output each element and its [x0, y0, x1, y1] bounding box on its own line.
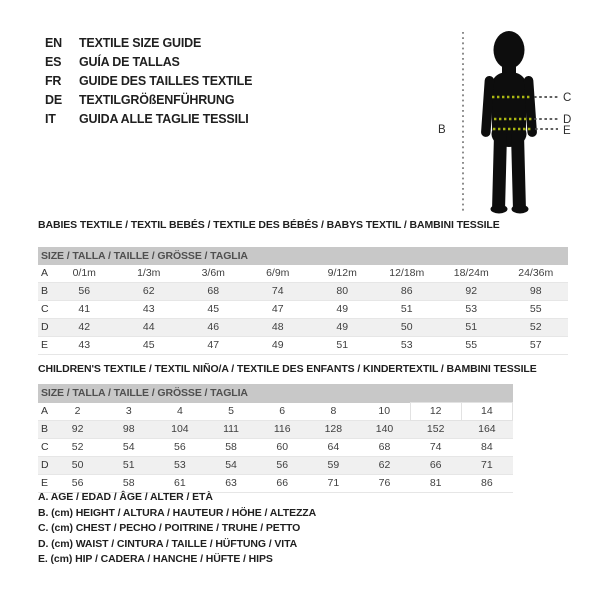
language-guide-label: TEXTILGRÖßENFÜHRUNG [79, 93, 235, 107]
table-cell: 52 [71, 441, 84, 453]
table-cell: 98 [103, 421, 154, 439]
table-row [38, 319, 568, 337]
legend-item: B. (cm) HEIGHT / ALTURA / HAUTEUR / HÖHE / ALTEZZA [38, 506, 317, 519]
table-cell: 63 [225, 477, 237, 489]
children-section-title: CHILDREN'S TEXTILE / TEXTIL NIÑO/A / TEXTILE DES ENFANTS / KINDERTEXTIL / BAMBINI TESSILE [38, 363, 537, 375]
table-cell: 3 [125, 404, 132, 417]
table-cell: 18/24m [453, 267, 489, 279]
table-cell: 61 [174, 477, 186, 489]
table-row [38, 265, 568, 283]
table-header-bar: SIZE / TALLA / TAILLE / GRÖSSE / TAGLIA [38, 384, 513, 403]
table-cell: 51 [439, 319, 504, 337]
table-cell: 47 [271, 303, 284, 315]
table-cell: 74 [246, 283, 311, 301]
table-cell: 76 [378, 477, 391, 489]
table-cell: 0/1m [72, 267, 96, 279]
table-cell: 24/36m [518, 267, 554, 279]
table-cell: 48 [246, 319, 311, 337]
table-cell: 55 [465, 339, 478, 351]
table-cell: 51 [103, 457, 154, 475]
table-cell: 4 [176, 404, 183, 417]
table-cell: 47 [207, 339, 220, 351]
table-cell: 56 [71, 477, 84, 489]
table-cell: 56 [257, 457, 308, 475]
row-label: C [41, 303, 49, 315]
table-row [38, 457, 513, 475]
table-cell: 43 [78, 339, 91, 351]
table-cell: 81 [429, 477, 442, 489]
table-row [38, 301, 568, 319]
table-cell: 5 [228, 404, 234, 417]
table-cell: 92 [439, 283, 504, 301]
table-cell: 49 [271, 339, 284, 351]
row-label: E [41, 339, 49, 351]
table-cell: 41 [78, 303, 91, 315]
table-cell: 62 [359, 457, 410, 475]
row-label: D [38, 319, 52, 337]
table-cell: 80 [310, 283, 375, 301]
measure-legend [38, 490, 316, 568]
table-cell: 49 [310, 319, 375, 337]
table-cell: 2 [74, 404, 81, 417]
table-cell: 3/6m [201, 267, 225, 279]
row-label: C [41, 441, 49, 453]
measure-label-d: D [563, 114, 572, 126]
table-cell: 8 [330, 404, 337, 417]
language-guide-label: GUÍA DE TALLAS [79, 55, 180, 69]
table-cell: 164 [461, 421, 512, 439]
legend-item: A. AGE / EDAD / ÂGE / ALTER / ETÀ [38, 491, 213, 503]
language-guide-list [45, 34, 252, 129]
legend-item: E. (cm) HIP / CADERA / HANCHE / HÜFTE / HIPS [38, 553, 273, 565]
table-cell: 49 [336, 303, 349, 315]
table-cell: 71 [461, 457, 512, 475]
table-cell: 104 [154, 421, 205, 439]
table-cell: 74 [429, 441, 442, 453]
measure-label-b: B [438, 124, 446, 136]
table-cell: 6 [279, 404, 286, 417]
row-label: D [38, 457, 52, 475]
legend-item: D. (cm) WAIST / CINTURA / TAILLE / HÜFTUNG / VITA [38, 537, 298, 550]
table-row [38, 439, 513, 457]
table-cell: 45 [207, 303, 220, 315]
table-cell: 84 [481, 441, 493, 453]
table-row [38, 337, 568, 355]
measure-label-e: E [563, 125, 571, 137]
table-cell: 12 [410, 403, 461, 421]
row-label: B [38, 283, 52, 301]
table-cell: 6/9m [266, 267, 290, 279]
language-guide-label: GUIDE DES TAILLES TEXTILE [79, 74, 253, 88]
table-cell: 86 [375, 283, 440, 301]
children-size-table [38, 384, 513, 493]
table-cell: 116 [257, 421, 308, 439]
babies-size-table [38, 247, 568, 355]
table-cell: 1/3m [137, 267, 161, 279]
table-cell: 56 [52, 283, 117, 301]
table-cell: 58 [122, 477, 135, 489]
table-cell: 10 [378, 404, 391, 417]
table-cell: 51 [336, 339, 349, 351]
language-code: EN [45, 36, 62, 50]
table-cell: 9/12m [327, 267, 357, 279]
table-cell: 56 [174, 441, 186, 453]
table-cell: 140 [359, 421, 410, 439]
row-label: A [41, 404, 49, 417]
table-header-bar: SIZE / TALLA / TAILLE / GRÖSSE / TAGLIA [38, 247, 568, 265]
table-cell: 128 [308, 421, 359, 439]
table-cell: 71 [327, 477, 340, 489]
table-row [38, 403, 513, 421]
table-cell: 60 [276, 441, 289, 453]
language-code: DE [45, 93, 62, 107]
table-cell: 14 [461, 403, 512, 421]
table-cell: 12/18m [389, 267, 425, 279]
table-cell: 64 [327, 441, 340, 453]
table-cell: 66 [276, 477, 289, 489]
language-guide-label: TEXTILE SIZE GUIDE [79, 36, 202, 50]
language-guide-label: GUIDA ALLE TAGLIE TESSILI [79, 112, 249, 126]
table-cell: 54 [205, 457, 256, 475]
table-cell: 53 [465, 303, 478, 315]
table-cell: 55 [529, 303, 542, 315]
table-cell: 53 [154, 457, 205, 475]
table-cell: 68 [181, 283, 246, 301]
language-code: ES [45, 55, 62, 69]
measure-label-c: C [563, 92, 572, 104]
babies-section-title: BABIES TEXTILE / TEXTIL BEBÉS / TEXTILE DES BÉBÉS / BABYS TEXTIL / BAMBINI TESSILE [38, 219, 500, 231]
table-cell: 57 [529, 339, 542, 351]
table-cell: 62 [117, 283, 182, 301]
table-cell: 43 [142, 303, 155, 315]
row-label: A [41, 267, 49, 279]
table-cell: 54 [122, 441, 135, 453]
table-cell: 66 [410, 457, 461, 475]
table-cell: 53 [400, 339, 413, 351]
table-cell: 92 [52, 421, 103, 439]
child-figure-diagram [428, 12, 588, 227]
table-cell: 98 [504, 283, 569, 301]
child-silhouette-icon [481, 31, 537, 214]
table-cell: 42 [52, 319, 117, 337]
table-cell: 68 [378, 441, 391, 453]
row-label: E [41, 477, 49, 489]
row-label: B [38, 421, 52, 439]
table-cell: 46 [181, 319, 246, 337]
language-code: IT [45, 112, 56, 126]
table-cell: 58 [225, 441, 237, 453]
table-row [38, 421, 513, 439]
table-cell: 50 [52, 457, 103, 475]
table-row [38, 283, 568, 301]
table-cell: 50 [375, 319, 440, 337]
table-cell: 59 [308, 457, 359, 475]
table-cell: 86 [481, 477, 493, 489]
table-cell: 52 [504, 319, 569, 337]
table-cell: 111 [205, 421, 256, 439]
table-cell: 45 [142, 339, 155, 351]
table-cell: 51 [400, 303, 413, 315]
legend-item: C. (cm) CHEST / PECHO / POITRINE / TRUHE / PETTO [38, 522, 301, 534]
language-code: FR [45, 74, 62, 88]
table-cell: 152 [410, 421, 461, 439]
table-cell: 44 [117, 319, 182, 337]
